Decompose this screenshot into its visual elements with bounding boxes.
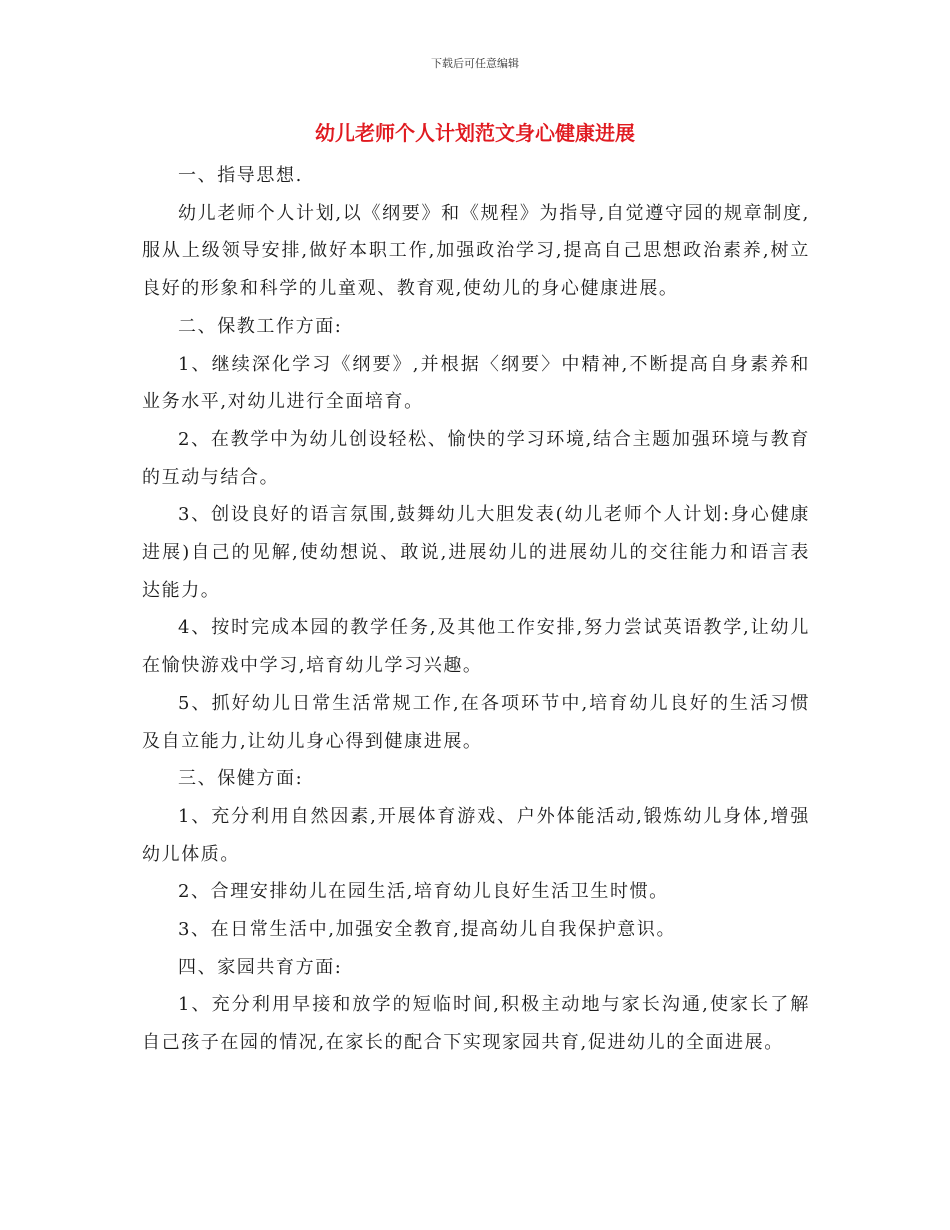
list-item: 1、充分利用早接和放学的短临时间,积极主动地与家长沟通,使家长了解自己孩子在园的情况,在家长的配合下实现家园共育,促进幼儿的全面进展。: [142, 994, 810, 1054]
document-title: 幼儿老师个人计划范文身心健康进展: [315, 121, 635, 145]
header-note: 下载后可任意编辑: [431, 57, 519, 70]
section-heading-guiding-ideology: 一、指导思想.: [178, 165, 303, 186]
list-item: 1、充分利用自然因素,开展体育游戏、户外体能活动,锻炼幼儿身体,增强幼儿体质。: [142, 805, 810, 865]
list-item: 2、合理安排幼儿在园生活,培育幼儿良好生活卫生时惯。: [178, 881, 669, 903]
list-item: 5、抓好幼儿日常生活常规工作,在各项环节中,培育幼儿良好的生活习惯及自立能力,让幼儿身心得到健康进展。: [142, 692, 810, 752]
list-item: 1、继续深化学习《纲要》,并根据〈纲要〉中精神,不断提高自身素养和业务水平,对幼儿进行全面培育。: [142, 353, 810, 413]
list-item: 4、按时完成本园的教学任务,及其他工作安排,努力尝试英语教学,让幼儿在愉快游戏中学习,培育幼儿学习兴趣。: [142, 617, 810, 677]
list-item: 3、创设良好的语言氛围,鼓舞幼儿大胆发表(幼儿老师个人计划:身心健康进展)自己的见解,使幼想说、敢说,进展幼儿的进展幼儿的交往能力和语言表达能力。: [142, 504, 810, 601]
section-heading-home-school: 四、家园共育方面:: [178, 956, 343, 978]
section-heading-health-care: 三、保健方面:: [178, 768, 304, 790]
paragraph: 幼儿老师个人计划,以《纲要》和《规程》为指导,自觉遵守园的规章制度,服从上级领导安排,做好本职工作,加强政治学习,提高自己思想政治素养,树立良好的形象和科学的儿童观、教育观,使幼儿的身心健康进展。: [142, 202, 810, 300]
document-body: [142, 157, 810, 1062]
list-item: 2、在教学中为幼儿创设轻松、愉快的学习环境,结合主题加强环境与教育的互动与结合。: [142, 428, 810, 488]
section-heading-care-education: 二、保教工作方面:: [178, 315, 343, 337]
list-item: 3、在日常生活中,加强安全教育,提高幼儿自我保护意识。: [178, 919, 677, 941]
